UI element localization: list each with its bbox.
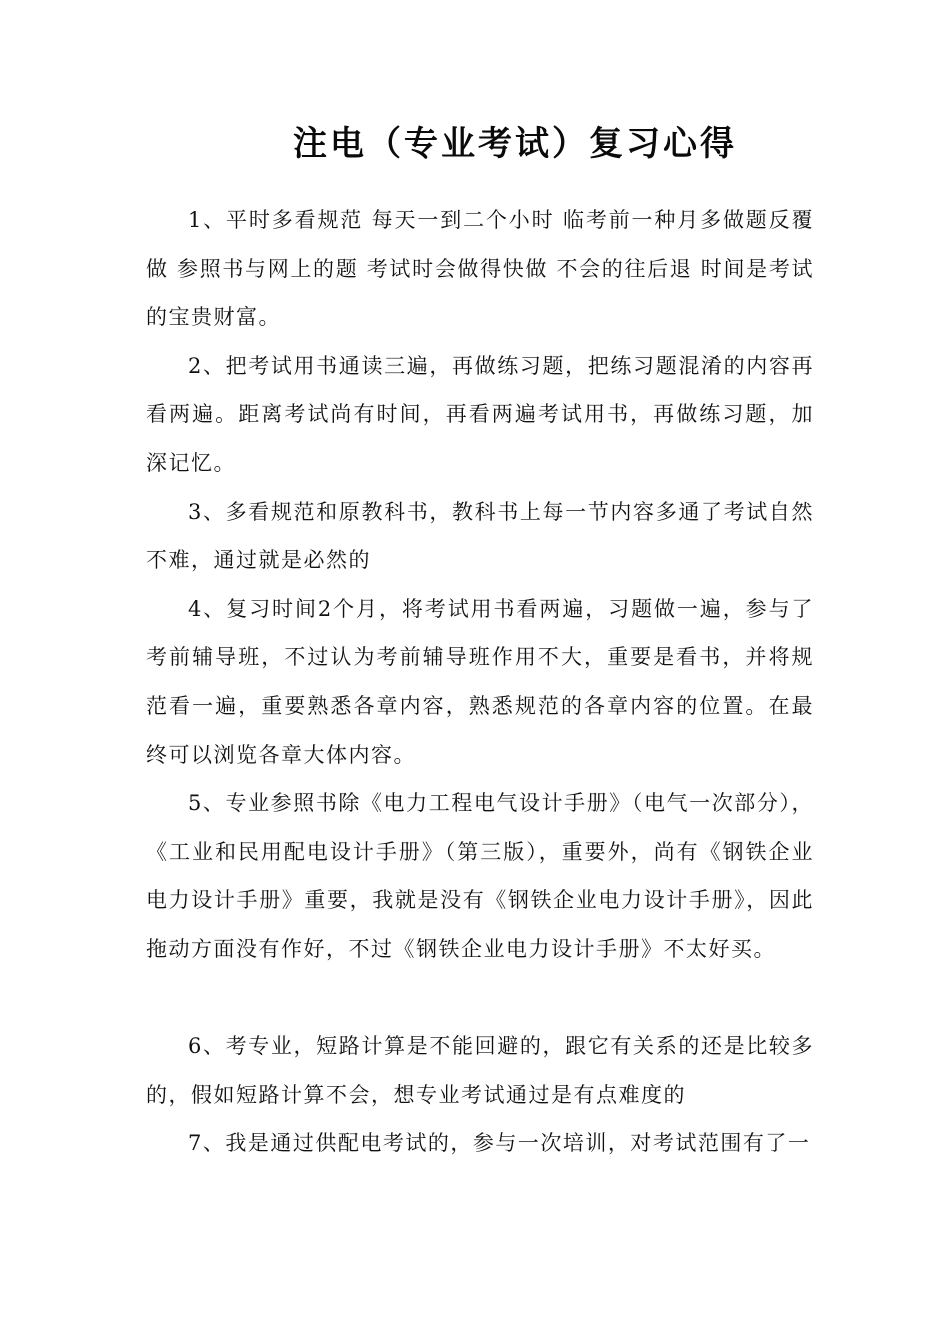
paragraph-3: 3、多看规范和原教科书，教科书上每一节内容多通了考试自然不难，通过就是必然的 <box>146 499 814 573</box>
paragraph-gap <box>146 974 814 1023</box>
paragraph-7: 7、我是通过供配电考试的，参与一次培训，对考试范围有了一 <box>188 1131 811 1156</box>
document-title: 注电（专业考试）复习心得 <box>293 124 737 164</box>
paragraph-2: 2、把考试用书通读三遍，再做练习题，把练习题混淆的内容再看两遍。距离考试尚有时间，再看两遍考试用书，再做练习题，加深记忆。 <box>146 353 814 475</box>
paragraph-6: 6、考专业，短路计算是不能回避的，跟它有关系的还是比较多的，假如短路计算不会，想专业考试通过是有点难度的 <box>146 1034 814 1107</box>
paragraph-1: 1、平时多看规范 每天一到二个小时 临考前一种月多做题反覆做 参照书与网上的题 考试时会做得快做 不会的往后退 时间是考试的宝贵财富。 <box>146 208 814 330</box>
document-body <box>146 196 814 1168</box>
paragraph-5: 5、专业参照书除《电力工程电气设计手册》（电气一次部分），《工业和民用配电设计手册》（第三版），重要外，尚有《钢铁企业电力设计手册》重要，我就是没有《钢铁企业电力设计手册》，因此拖动方面没有作好，不过《钢铁企业电力设计手册》不太好买。 <box>146 791 814 961</box>
paragraph-4: 4、复习时间2个月，将考试用书看两遍，习题做一遍，参与了考前辅导班，不过认为考前辅导班作用不大，重要是看书，并将规范看一遍，重要熟悉各章内容，熟悉规范的各章内容的位置。在最终可以浏览各章大体内容。 <box>146 596 814 767</box>
